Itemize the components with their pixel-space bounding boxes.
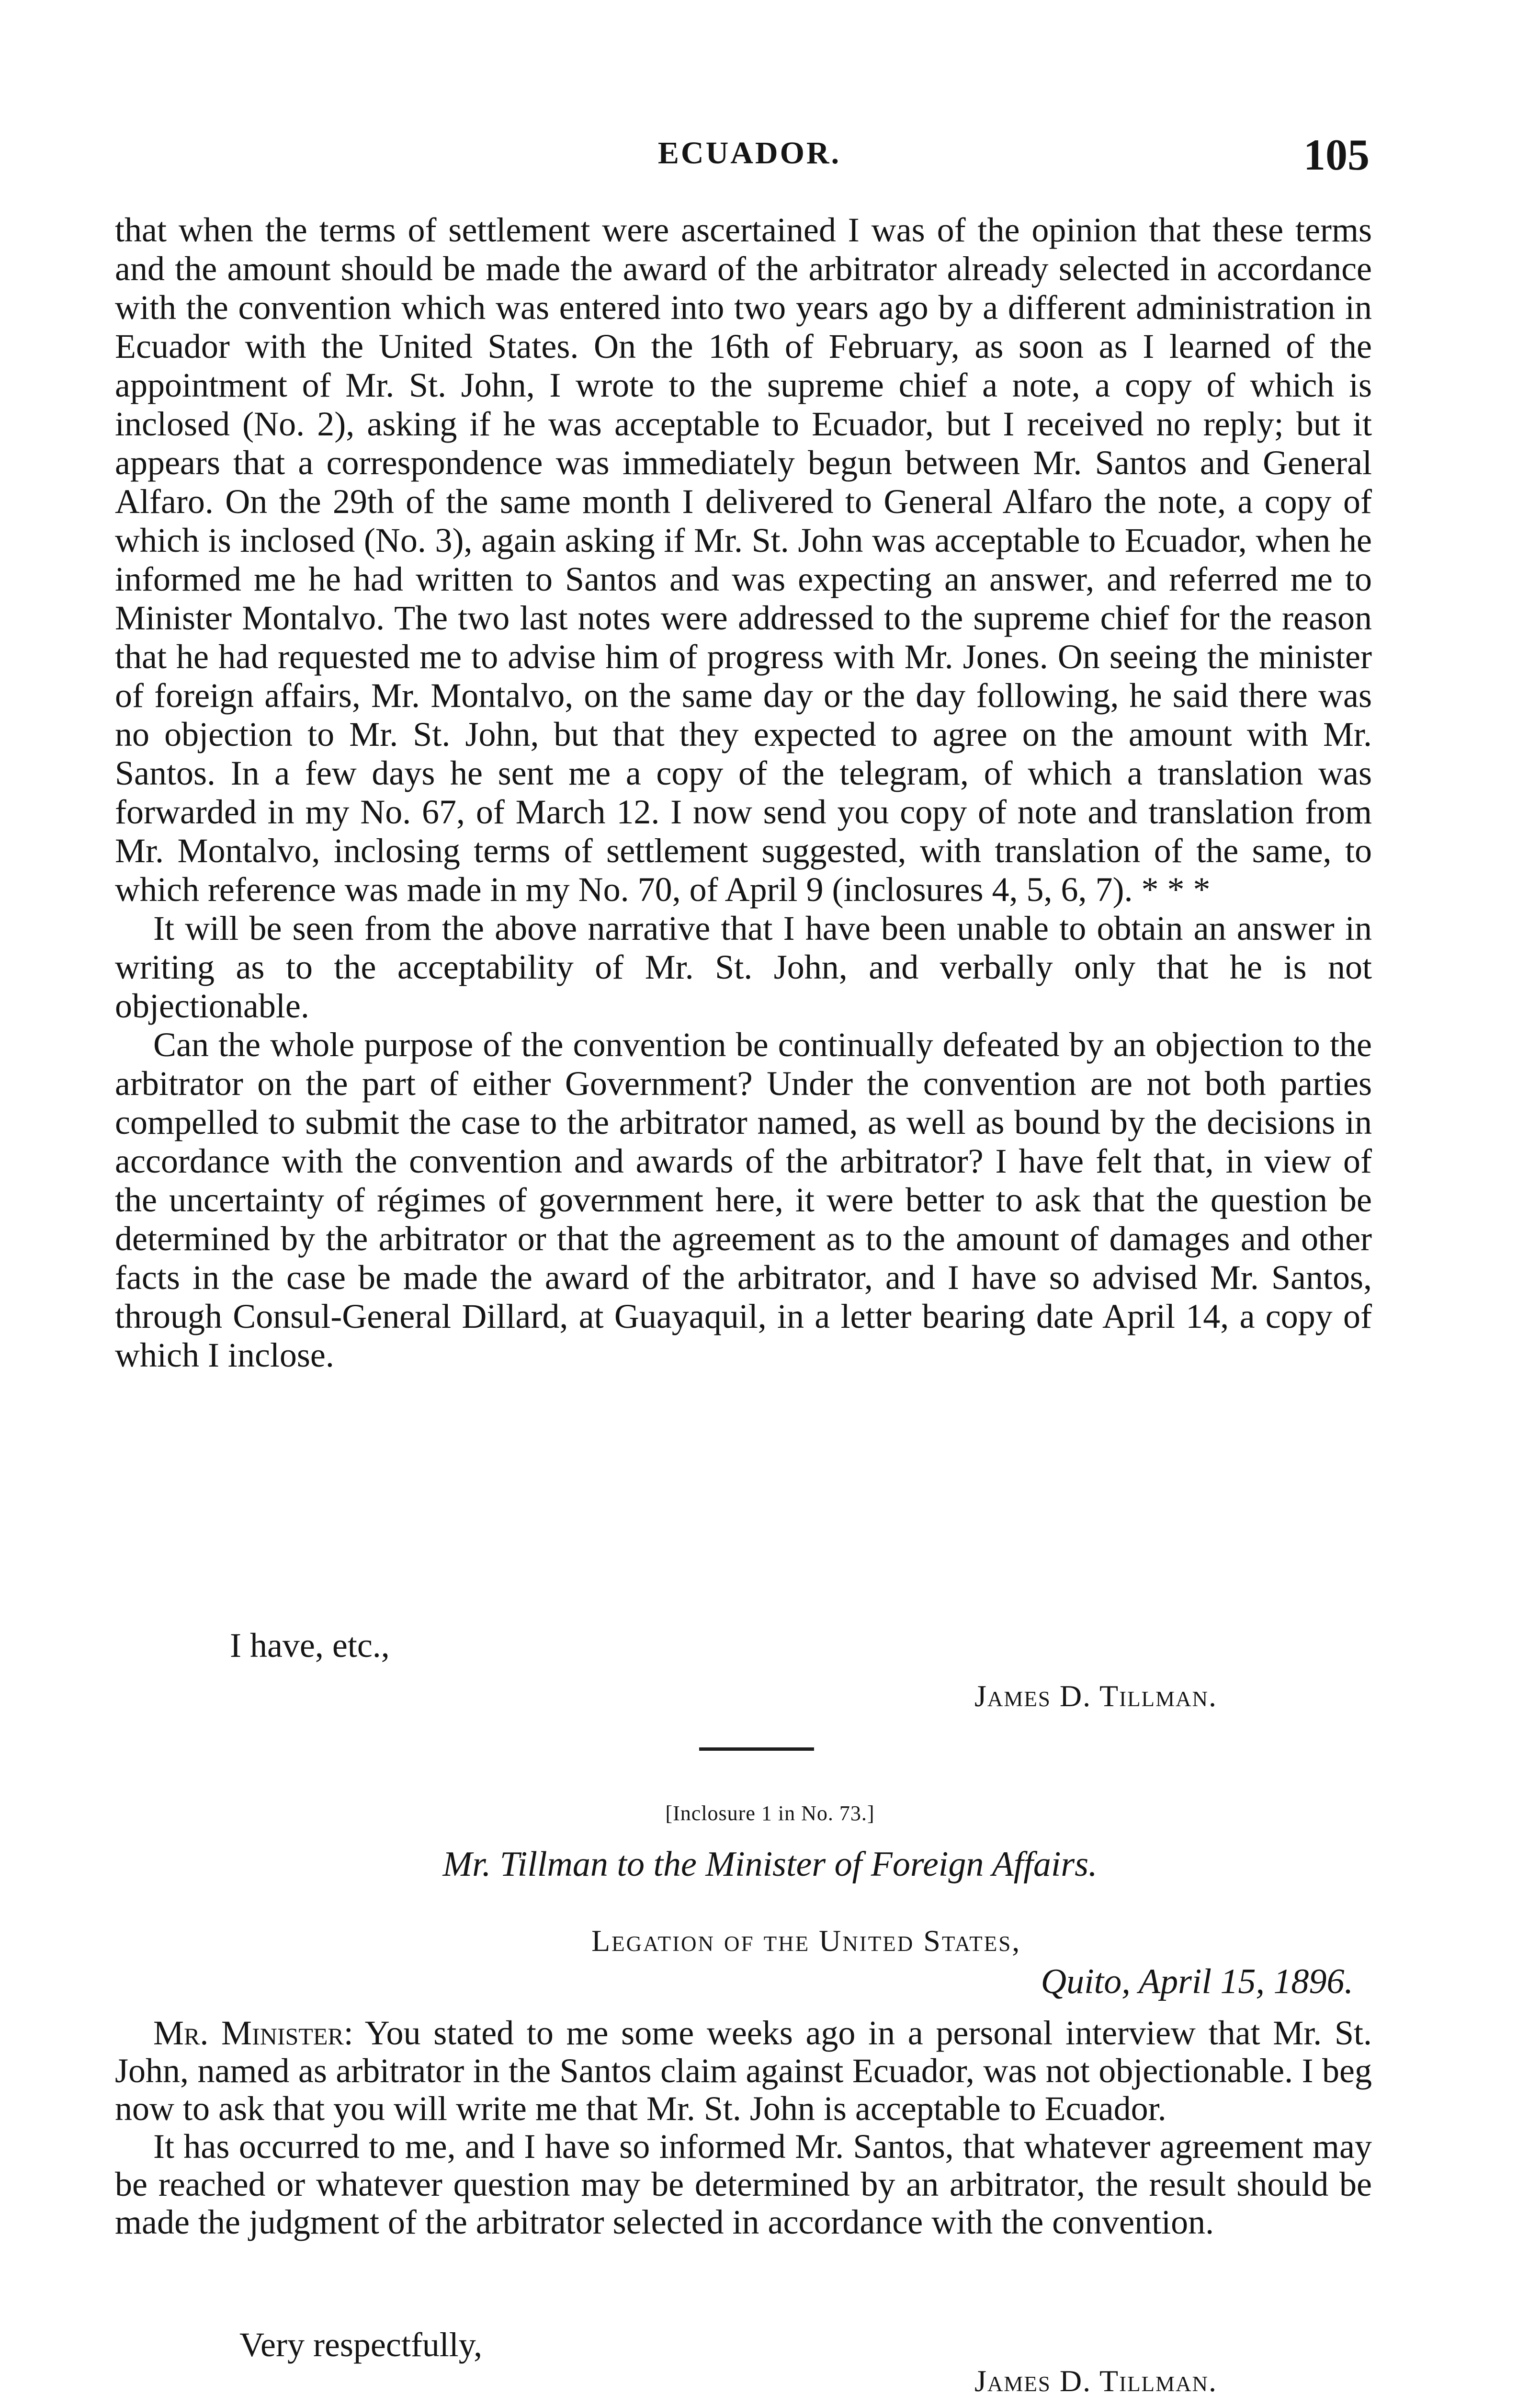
dateline: Quito, April 15, 1896.: [1041, 1962, 1353, 2001]
enclosure-paragraph: It has occurred to me, and I have so informed Mr. Santos, that whatever agreement may be reached or whatever question may be determined by an arbitrator, the result should be made the judgment of the arbitrator selected in accordance with the convention.: [115, 2127, 1372, 2241]
body-paragraph: It will be seen from the above narrative that I have been unable to obtain an answer in writing as to the acceptability of Mr. St. John, and verbally only that he is not objectionable.: [115, 909, 1372, 1025]
page-number: 105: [1303, 130, 1370, 179]
enclosure-body: [115, 2014, 1372, 2241]
section-divider: [699, 1747, 814, 1751]
signature: James D. Tillman.: [974, 1679, 1218, 1713]
enclosure-paragraph: [115, 2014, 1372, 2128]
letter-closing: I have, etc.,: [230, 1626, 390, 1665]
body-paragraph: that when the terms of settlement were ascertained I was of the opinion that these terms and the amount should be made the award of the arbitrator already selected in accordance with the convention which was entered into two years ago by a different administration in Ecuador with the United States. On the 16th of February, as soon as I learned of the appointment of Mr. St. John, I wrote to the supreme chief a note, a copy of which is inclosed (No. 2), asking if he was acceptable to Ecuador, but I received no reply; but it appears that a correspondence was immediately begun between Mr. Santos and General Alfaro. On the 29th of the same month I delivered to General Alfaro the note, a copy of which is inclosed (No. 3), again asking if Mr. St. John was acceptable to Ecuador, when he informed me he had written to Santos and was expecting an answer, and referred me to Minister Montalvo. The two last notes were addressed to the supreme chief for the reason that he had requested me to advise him of progress with Mr. Jones. On seeing the minister of foreign affairs, Mr. Montalvo, on the same day or the day following, he said there was no objection to Mr. St. John, but that they expected to agree on the amount with Mr. Santos. In a few days he sent me a copy of the telegram, of which a translation was forwarded in my No. 67, of March 12. I now send you copy of note and translation from Mr. Montalvo, inclosing terms of settlement suggested, with translation of the same, to which reference was made in my No. 70, of April 9 (inclosures 4, 5, 6, 7). * * *: [115, 211, 1372, 909]
enclosure-closing: Very respectfully,: [239, 2326, 483, 2364]
salutation: Mr. Minister:: [153, 2014, 353, 2052]
running-title: ECUADOR.: [657, 136, 841, 171]
enclosure-signature: James D. Tillman.: [974, 2364, 1218, 2395]
enclosure-heading: Mr. Tillman to the Minister of Foreign Affairs.: [442, 1845, 1098, 1884]
main-letter-body: [115, 211, 1372, 1375]
legation-line: Legation of the United States,: [591, 1924, 1021, 1958]
running-head: [115, 129, 1384, 182]
enclosure-label: [Inclosure 1 in No. 73.]: [665, 1802, 875, 1825]
body-paragraph: Can the whole purpose of the convention be continually defeated by an objection to the arbitrator on the part of either Government? Under the convention are not both parties compelled to submit the case to the arbitrator named, as well as bound by the decisions in accordance with the convention and awards of the arbitrator? I have felt that, in view of the uncertainty of régimes of government here, it were better to ask that the question be determined by the arbitrator or that the agreement as to the amount of damages and other facts in the case be made the award of the arbitrator, and I have so advised Mr. Santos, through Consul-General Dillard, at Guayaquil, in a letter bearing date April 14, a copy of which I inclose.: [115, 1026, 1372, 1374]
enclosure-paragraph-text: You stated to me some weeks ago in a personal interview that Mr. St. John, named as arbitrator in the Santos claim against Ecuador, was not objectionable. I beg now to ask that you will write me that Mr. St. John is acceptable to Ecuador.: [115, 2014, 1372, 2128]
